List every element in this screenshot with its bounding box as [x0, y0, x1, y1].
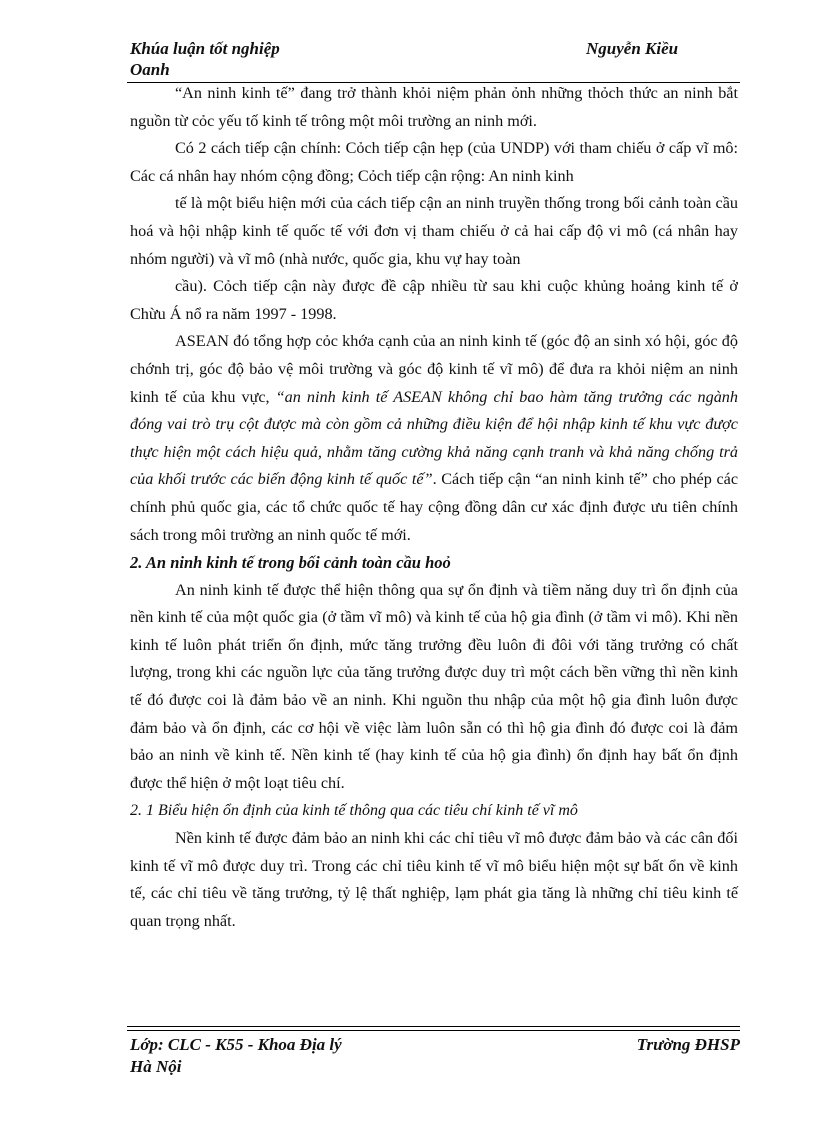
paragraph-5-rest: . Cách tiếp cận “an ninh kinh tế” cho phép các chính phủ quốc gia, các tổ chức quốc tế hay cộng đồng dân cư xác định được ưu tiên chính sách trong môi trường an ninh quốc tế mới. — [130, 470, 739, 544]
header-thesis-label: Khúa luận tốt nghiệp — [130, 39, 280, 58]
page-footer — [130, 1034, 740, 1082]
subsection-heading-2-1: 2. 1 Biểu hiện ổn định của kinh tế thông qua các tiêu chí kinh tế vĩ mô — [130, 802, 578, 820]
footer-left — [130, 1034, 430, 1078]
paragraph-2: Có 2 cách tiếp cận chính: Cỏch tiếp cận hẹp (của UNDP) với tham chiếu ở cấp vĩ mô: Các cá nhân hay nhóm cộng đồng; Cỏch tiếp cận rộng: An ninh kinh — [130, 139, 738, 185]
paragraph-5-intro: ASEAN đó tổng hợp cỏc khớa cạnh của an ninh kinh tế (góc độ an sinh xó hội, góc độ chớnh trị, góc độ bảo vệ môi trường và góc độ kinh tế vĩ mô) để đưa ra khỏi niệm an ninh kinh tế của khu vực, — [130, 332, 738, 406]
header-left — [130, 38, 330, 80]
paragraph-5 — [130, 328, 738, 549]
page-header — [130, 38, 740, 82]
paragraph-6: An ninh kinh tế được thể hiện thông qua sự ổn định và tiềm năng duy trì ổn định của nền kinh tế của một quốc gia (ở tầm vĩ mô) và kinh tế của hộ gia đình (ở tầm vi mô). Khi nền kinh tế luôn phát triển ổn định, mức tăng trưởng đều luôn đi đôi với tăng trưởng có chất lượng, trong khi các nguồn lực của tăng trưởng được duy trì một cách bền vững thì nền kinh tế đó được coi là đảm bảo về an ninh. Khi nguồn thu nhập của một hộ gia đình luôn được đảm bảo và ổn định, các cơ hội về việc làm luôn sẵn có thì hộ gia đình đó được coi là đảm bảo an ninh về kinh tế. Nền kinh tế (hay kinh tế của hộ gia đình) ổn định hay bất ổn định được thể hiện ở một loạt tiêu chí. — [130, 580, 738, 792]
footer-city: Hà Nội — [130, 1057, 182, 1076]
paragraph-3: tế là một biểu hiện mới của cách tiếp cận an ninh truyền thống trong bối cảnh toàn cầu hoá và hội nhập kinh tế quốc tế với đơn vị tham chiếu ở cả hai cấp độ vi mô (cá nhân hay nhóm người) và vĩ mô (nhà nước, quốc gia, khu vự hay toàn — [130, 194, 738, 268]
paragraph-1: “An ninh kinh tế” đang trở thành khỏi niệm phản ỏnh những thỏch thức an ninh bắt nguồn từ cỏc yếu tố kinh tế trông một môi trường an ninh mới. — [130, 84, 738, 130]
paragraph-4: cầu). Cỏch tiếp cận này được đề cập nhiều từ sau khi cuộc khủng hoảng kinh tế ở Chừu Á nổ ra năm 1997 - 1998. — [130, 277, 738, 323]
footer-school: Trường ĐHSP — [636, 1035, 740, 1054]
asean-definition-quote: “an ninh kinh tế ASEAN không chỉ bao hàm tăng trưởng các ngành đóng vai trò trụ cột được mà còn gồm cả những điều kiện để hội nhập kinh tế khu vực được thực hiện một cách hiệu quả, nhằm tăng cường khả năng cạnh tranh và khả năng chống trả của khối trước các biến động kinh tế quốc tế” — [130, 387, 738, 489]
section-heading-2: 2. An ninh kinh tế trong bối cảnh toàn cầu hoỏ — [130, 553, 451, 573]
footer-class-label: Lớp: CLC - K55 - Khoa Địa lý — [130, 1035, 342, 1054]
header-author-surname: Oanh — [130, 60, 170, 79]
document-body — [130, 80, 738, 935]
footer-rule — [127, 1026, 740, 1031]
paragraph-7: Nền kinh tế được đảm bảo an ninh khi các chỉ tiêu vĩ mô được đảm bảo và các cân đối kinh tế vĩ mô được duy trì. Trong các chỉ tiêu kinh tế vĩ mô biểu hiện một sự bất ổn về kinh tế, các chỉ tiêu về tăng trưởng, tỷ lệ thất nghiệp, lạm phát gia tăng là những chỉ tiêu kinh tế quan trọng nhất. — [130, 829, 738, 930]
header-author-name: Nguyễn Kiều — [586, 39, 679, 58]
